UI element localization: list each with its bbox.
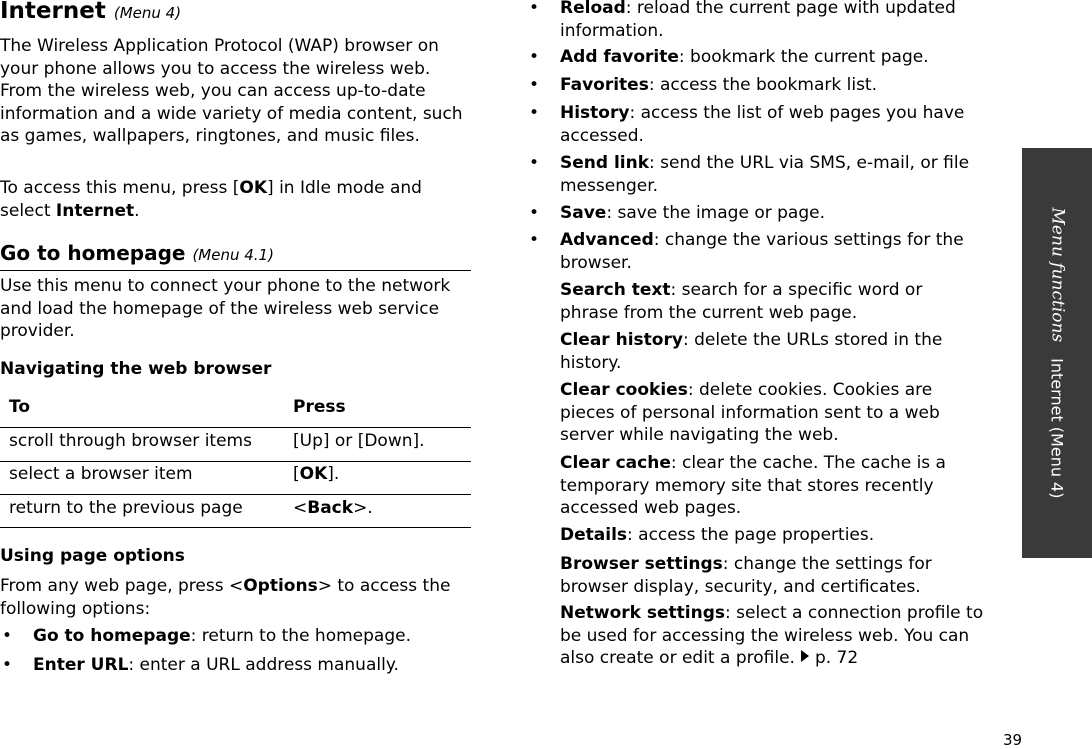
bullet-dot: • [529, 0, 540, 18]
table-cell-to: return to the previous page [9, 498, 243, 518]
list-item: Favorites: access the bookmark list. [560, 75, 877, 95]
sub-option: Details: access the page properties. [560, 525, 875, 545]
sub-option: Network settings: select a connection profile to be used for accessing the wireless web. You can also create or edit a profile. p. 72 [560, 603, 984, 668]
bullet-dot: • [2, 655, 13, 675]
section-topic: Internet (Menu 4) [1047, 358, 1067, 499]
table-rule [0, 461, 471, 462]
page-reference: p. 72 [814, 648, 859, 668]
bullet-dot: • [2, 626, 13, 646]
section-rule [0, 270, 471, 271]
title-text: Internet [0, 0, 106, 24]
table-cell-press: [Up] or [Down]. [293, 431, 425, 451]
list-item: History: access the list of web pages you have accessed. [560, 103, 965, 146]
list-item: Enter URL: enter a URL address manually. [33, 655, 399, 675]
section-paragraph: Use this menu to connect your phone to the network and load the homepage of the wireless web service provider. [0, 276, 451, 341]
section-menu-ref: (Menu 4.1) [192, 246, 274, 264]
bullet-dot: • [529, 103, 540, 123]
section-heading: Go to homepage (Menu 4.1) [0, 241, 274, 265]
table-rule [0, 527, 471, 528]
options-paragraph: From any web page, press <Options> to access the following options: [0, 576, 451, 619]
access-paragraph: To access this menu, press [OK] in Idle mode and select Internet. [0, 178, 422, 221]
bullet-dot: • [529, 47, 540, 67]
sub-option: Clear cookies: delete cookies. Cookies are pieces of personal information sent to a web server while navigating the web. [560, 380, 940, 445]
table-cell-press: <Back>. [293, 498, 373, 518]
table-rule [0, 494, 471, 495]
intro-paragraph: The Wireless Application Protocol (WAP) browser on your phone allows you to access the wireless web. From the wireless web, you can access up-to-date information and a wide variety of media content, such as games, wallpapers, ringtones, and music files. [0, 36, 463, 146]
bullet-dot: • [529, 203, 540, 223]
table-cell-press: [OK]. [293, 464, 340, 484]
bullet-dot: • [529, 153, 540, 173]
table-header-press: Press [293, 397, 346, 417]
table-header-to: To [9, 397, 31, 417]
options-heading: Using page options [0, 546, 185, 566]
bullet-dot: • [529, 75, 540, 95]
sub-option: Search text: search for a specific word or phrase from the current web page. [560, 280, 923, 323]
section-name: Menu functions [1047, 207, 1068, 343]
page-number: 39 [1003, 731, 1023, 749]
sub-option: Clear cache: clear the cache. The cache is a temporary memory site that stores recently accessed web pages. [560, 453, 946, 518]
page-reference-arrow-icon [801, 650, 809, 662]
bullet-dot: • [529, 230, 540, 250]
title-menu-ref: (Menu 4) [113, 4, 182, 22]
nav-heading: Navigating the web browser [0, 359, 272, 379]
list-item: Advanced: change the various settings for the browser. [560, 230, 964, 273]
list-item: Go to homepage: return to the homepage. [33, 626, 411, 646]
table-cell-to: scroll through browser items [9, 431, 252, 451]
internet-item: Internet [55, 200, 135, 221]
list-item: Add favorite: bookmark the current page. [560, 47, 929, 67]
list-item: Send link: send the URL via SMS, e-mail, or file messenger. [560, 153, 970, 196]
section-tab-label [1022, 148, 1092, 558]
table-cell-to: select a browser item [9, 464, 193, 484]
sub-option: Browser settings: change the settings for browser display, security, and certificates. [560, 554, 932, 597]
page-title [0, 0, 181, 28]
table-rule [0, 427, 471, 428]
list-item: Save: save the image or page. [560, 203, 825, 223]
sub-option: Clear history: delete the URLs stored in the history. [560, 330, 943, 373]
list-item: Reload: reload the current page with updated information. [560, 0, 956, 41]
ok-key: OK [239, 178, 268, 198]
